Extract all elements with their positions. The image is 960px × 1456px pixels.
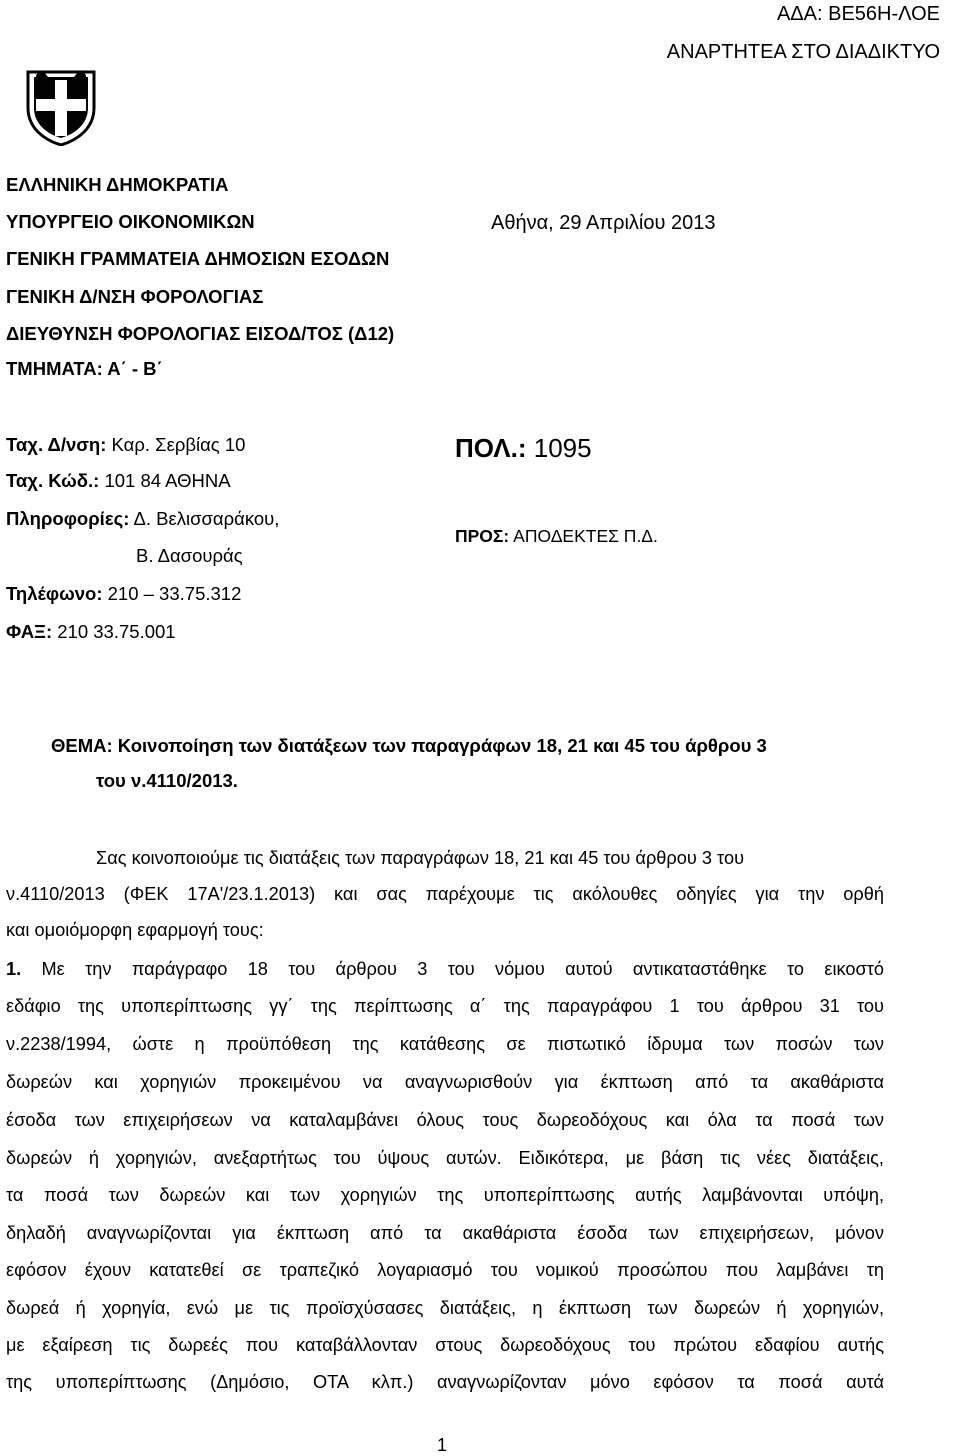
header-line-4: ΓΕΝΙΚΗ Δ/ΝΣΗ ΦΟΡΟΛΟΓΙΑΣ <box>6 286 264 307</box>
pol-label: ΠΟΛ.: <box>455 433 527 463</box>
subject-line-2: του ν.4110/2013. <box>96 770 238 791</box>
info-value-1: Δ. Βελισσαράκου, <box>133 508 280 529</box>
item1-number: 1. <box>6 959 22 979</box>
phone <box>6 582 241 606</box>
postal-address <box>6 433 245 457</box>
postal-code <box>6 469 231 493</box>
item1-line-4: δωρεών και χορηγιών προκειμένου να αναγνωρισθούν για έκπτωση από τα ακαθάριστα <box>6 1072 884 1092</box>
item1-line-2: εδάφιο της υποπερίπτωσης γγ΄ της περίπτωσης α΄ της παραγράφου 1 του άρθρου 31 του <box>6 996 884 1016</box>
item1-line-5: έσοδα των επιχειρήσεων να καταλαμβάνει όλους τους δωρεοδόχους και όλα τα ποσά των <box>6 1110 884 1130</box>
postal-code-value: 101 84 ΑΘΗΝΑ <box>104 470 231 491</box>
postal-address-label: Ταχ. Δ/νση: <box>6 434 107 455</box>
item1-line-12: της υποπερίπτωσης (Δημόσιο, ΟΤΑ κλπ.) αναγνωρίζονταν μόνο εφόσον τα ποσά αυτά <box>6 1372 884 1392</box>
item1-line-9: εφόσον έχουν κατατεθεί σε τραπεζικό λογαριασμό του νομικού προσώπου που λαμβάνει τη <box>6 1260 884 1280</box>
publish-notice: ΑΝΑΡΤΗΤΕΑ ΣΤΟ ΔΙΑΔΙΚΤΥΟ <box>666 41 940 63</box>
item1-line-6: δωρεών ή χορηγιών, ανεξαρτήτως του ύψους αυτών. Ειδικότερα, με βάση τις νέες διατάξεις, <box>6 1148 884 1168</box>
recipient <box>455 525 658 547</box>
fax <box>6 620 176 644</box>
item1-line-1 <box>6 957 884 981</box>
header-line-2: ΥΠΟΥΡΓΕΙΟ ΟΙΚΟΝΟΜΙΚΩΝ <box>6 211 255 232</box>
fax-label: ΦΑΞ: <box>6 621 53 642</box>
pol-number: 1095 <box>533 433 592 463</box>
item1-line-10: δωρεά ή χορηγία, ενώ με τις προϊσχύσασες διατάξεις, η έκπτωση των δωρεών ή χορηγιών, <box>6 1298 884 1318</box>
greek-emblem-icon <box>26 68 96 146</box>
fax-value: 210 33.75.001 <box>57 621 176 642</box>
pol-reference <box>455 433 592 463</box>
phone-value: 210 – 33.75.312 <box>107 583 242 604</box>
header-line-3: ΓΕΝΙΚΗ ΓΡΑΜΜΑΤΕΙΑ ΔΗΜΟΣΙΩΝ ΕΣΟΔΩΝ <box>6 248 390 269</box>
header-line-1: ΕΛΛΗΝΙΚΗ ΔΗΜΟΚΡΑΤΙΑ <box>6 174 229 195</box>
page-number: 1 <box>437 1435 448 1455</box>
recipient-value: ΑΠΟΔΕΚΤΕΣ Π.Δ. <box>513 526 658 546</box>
intro-line-1: Σας κοινοποιούμε τις διατάξεις των παραγράφων 18, 21 και 45 του άρθρου 3 του <box>96 848 745 868</box>
item1-line-7: τα ποσά των δωρεών και των χορηγιών της υποπερίπτωσης αυτής λαμβάνονται υπόψη, <box>6 1185 884 1205</box>
intro-line-2: ν.4110/2013 (ΦΕΚ 17Α'/23.1.2013) και σας παρέχουμε τις ακόλουθες οδηγίες για την ορθή <box>6 884 884 904</box>
info-label: Πληροφορίες: <box>6 508 130 529</box>
document-date: Αθήνα, 29 Απριλίου 2013 <box>491 212 716 234</box>
header-line-5: ΔΙΕΥΘΥΝΣΗ ΦΟΡΟΛΟΓΙΑΣ ΕΙΣΟΔ/ΤΟΣ (Δ12) <box>6 323 395 344</box>
item1-first: Με την παράγραφο 18 του άρθρου 3 του νόμου αυτού αντικαταστάθηκε το εικοστό <box>41 959 884 979</box>
postal-code-label: Ταχ. Κώδ.: <box>6 470 100 491</box>
recipient-label: ΠΡΟΣ: <box>455 526 510 546</box>
item1-line-3: ν.2238/1994, ώστε η προϋπόθεση της κατάθεσης σε πιστωτικό ίδρυμα των ποσών των <box>6 1034 884 1054</box>
item1-line-11: με εξαίρεση τις δωρεές που καταβάλλονταν στους δωρεοδόχους του πρώτου εδαφίου αυτής <box>6 1335 884 1355</box>
info-contact <box>6 507 279 531</box>
ada-code: ΑΔΑ: ΒΕ56Η-ΛΟΕ <box>776 3 940 25</box>
subject-line-1: ΘΕΜΑ: Κοινοποίηση των διατάξεων των παραγράφων 18, 21 και 45 του άρθρου 3 <box>51 735 767 756</box>
item1-line-8: δηλαδή αναγνωρίζονται για έκπτωση από τα ακαθάριστα έσοδα των επιχειρήσεων, μόνον <box>6 1223 884 1243</box>
info-value-2: Β. Δασουράς <box>136 545 243 566</box>
intro-line-3: και ομοιόμορφη εφαρμογή τους: <box>6 920 264 940</box>
header-line-6: ΤΜΗΜΑΤΑ: Α΄ - Β΄ <box>6 358 163 379</box>
postal-address-value: Καρ. Σερβίας 10 <box>111 434 246 455</box>
phone-label: Τηλέφωνο: <box>6 583 103 604</box>
